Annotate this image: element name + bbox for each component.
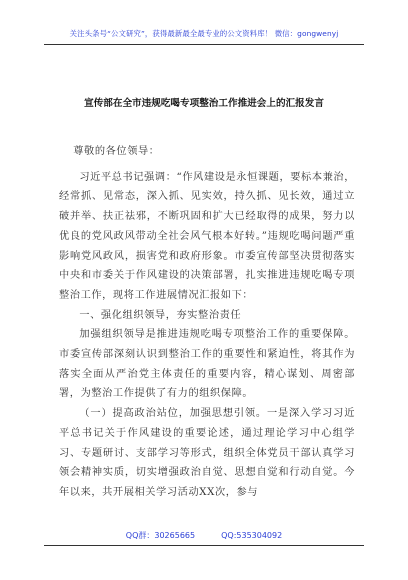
- footer-qq: QQ:535304092: [221, 531, 283, 540]
- footer-contact: [0, 530, 408, 541]
- paragraph-section-1: 加强组织领导是推进违规吃喝专项整治工作的重要保障。市委宣传部深刻认识到整治工作的重要性和紧迫性，将其作为落实全面从严治党主体责任的重要内容，精心谋划、周密部署，为整治工作提供了有力的组织保障。: [59, 329, 355, 400]
- footer-qq-group: QQ群：30265665: [125, 531, 196, 540]
- section-heading: 一、强化组织领导，夯实整治责任: [79, 309, 242, 321]
- document-body: [59, 142, 355, 503]
- paragraph-subsection-1: （一）提高政治站位，加强思想引领。一是深入学习习近平总书记关于作风建设的重要论述，通过理论学习中心组学习、专题研讨、支部学习等形式，组织全体党员干部认真学习领会精神实质，切实增强政治自觉、思想自觉和行动自觉。今年以来，共开展相关学习活动XX次，参与: [59, 408, 355, 498]
- paragraph-intro: 习近平总书记强调：“作风建设是永恒课题，要标本兼治，经常抓、见常态，深入抓、见实效，持久抓、见长效，通过立破并举、扶正祛邪，不断巩固和扩大已经取得的成果，努力以优良的党风政风带动全社会风气根本好转。”违规吃喝问题严重影响党风政风，损害党和政府形象。市委宣传部坚决贯彻落实中央和市委关于作风建设的决策部署，扎实推进违规吃喝专项整治工作，现将工作进展情况汇报如下：: [59, 171, 355, 301]
- document-title: 宣传部在全市违规吃喝专项整治工作推进会上的汇报发言: [84, 98, 324, 109]
- header-banner: 关注头条号“公文研究”，获得最新最全最专业的公文资料库！ 微信：gongwenyj: [69, 29, 339, 38]
- footer-divider: [44, 545, 364, 546]
- greeting: 尊敬的各位领导：: [73, 146, 160, 157]
- header-divider: [44, 44, 364, 45]
